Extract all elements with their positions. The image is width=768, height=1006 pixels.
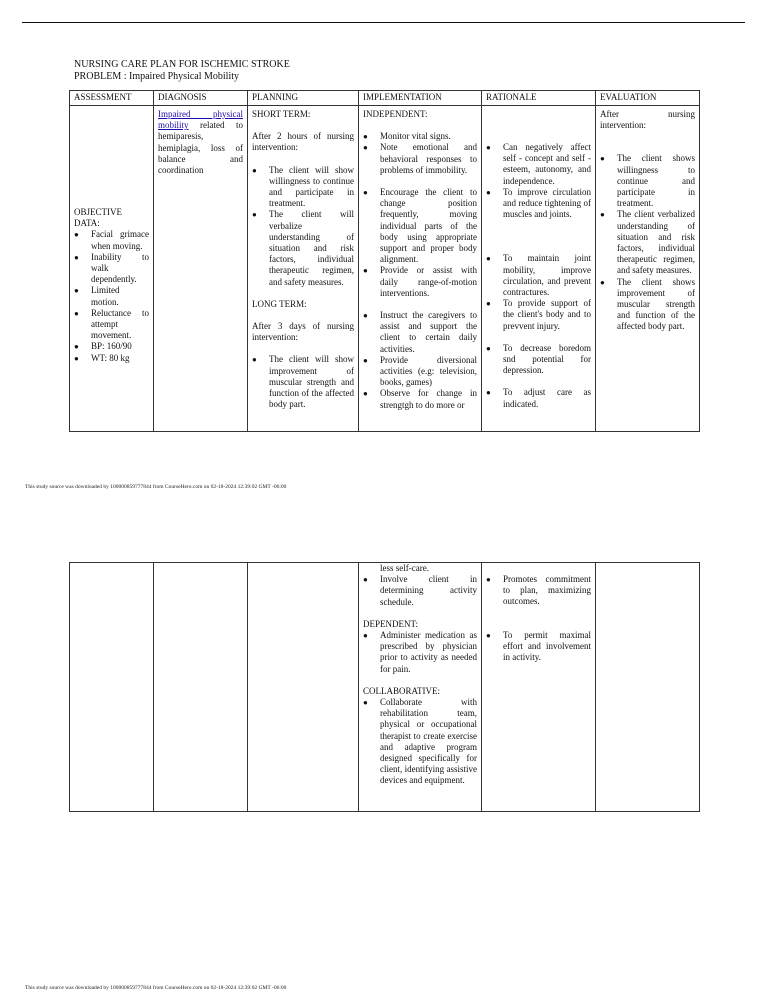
care-plan-table-page2 — [69, 562, 700, 812]
assessment-cell — [70, 563, 154, 812]
title-line: NURSING CARE PLAN FOR ISCHEMIC STROKE — [74, 59, 290, 70]
download-footer: This study source was downloaded by 100000859777844 from CourseHero.com on 02-18-2024 12:39:02 GMT -06:00 — [25, 484, 287, 490]
header-rationale: RATIONALE — [482, 91, 596, 106]
care-plan-table-page1 — [69, 90, 700, 432]
long-term-heading: LONG TERM: — [252, 298, 307, 309]
planning-cell — [248, 563, 359, 812]
header-row — [70, 91, 700, 106]
rationale-item: ● To permit maximal effort and involvement in activity. — [486, 630, 591, 664]
evaluation-intro: After nursing intervention: — [600, 109, 695, 131]
header-diagnosis: DIAGNOSIS — [154, 91, 248, 106]
evaluation-item: ● The client verbalized understanding of situation and risk factors, individual therapeutic regimen, and safety measures. — [600, 209, 695, 276]
implementation-item: ● Instruct the caregivers to assist and support the client to certain daily activities. — [363, 310, 477, 355]
short-term-intro: After 2 hours of nursing intervention: — [252, 131, 354, 153]
planning-item: ● The client will show improvement of muscular strength and function of the affected body part. — [252, 354, 354, 410]
diagnosis-cell — [154, 106, 248, 432]
header-implementation: IMPLEMENTATION — [359, 91, 482, 106]
planning-item: ● The client will verbalize understanding of situation and risk factors, individual therapeutic regimen, and safety measures. — [252, 209, 354, 287]
implementation-item: ● Observe for change in strengtgh to do more or — [363, 388, 477, 410]
assessment-item: ● Reluctance to attempt movement. — [74, 308, 149, 342]
evaluation-cell — [596, 563, 700, 812]
plan-row-continued — [70, 563, 700, 812]
planning-cell — [248, 106, 359, 432]
header-assessment: ASSESSMENT — [70, 91, 154, 106]
implementation-cell — [359, 563, 482, 812]
objective-data-heading: OBJECTIVE DATA: — [74, 207, 122, 229]
header-evaluation: EVALUATION — [596, 91, 700, 106]
document-title — [74, 59, 290, 83]
planning-item: ● The client will show willingness to continue and participate in treatment. — [252, 165, 354, 210]
rationale-item: ● Promotes commitment to plan, maximizing outcomes. — [486, 574, 591, 608]
rationale-cell — [482, 563, 596, 812]
implementation-continuation: less self-care. — [380, 563, 429, 573]
problem-line: PROBLEM : Impaired Physical Mobility — [74, 71, 239, 82]
implementation-item: ● Note emotional and behavioral responses to problems of immobility. — [363, 142, 477, 176]
implementation-item: ● Collaborate with rehabilitation team, physical or occupational therapist to create exercise and adaptive program designed specifically for client, identifying assistive devices and equipment. — [363, 697, 477, 787]
rationale-item: ● Can negatively affect self - concept and self - esteem, autonomy, and independence. — [486, 142, 591, 187]
header-planning: PLANNING — [248, 91, 359, 106]
diagnosis-link[interactable]: Impaired physical mobility — [158, 109, 243, 131]
implementation-item: ● Monitor vital signs. — [363, 131, 477, 142]
top-rule — [22, 22, 745, 23]
assessment-item: ● WT: 80 kg — [74, 353, 149, 364]
rationale-cell — [482, 106, 596, 432]
assessment-item: ● BP: 160/90 — [74, 341, 149, 352]
collaborative-heading: COLLABORATIVE: — [363, 685, 440, 696]
download-footer: This study source was downloaded by 100000859777844 from CourseHero.com on 02-18-2024 12:39:02 GMT -06:00 — [25, 985, 287, 991]
independent-heading: INDEPENDENT: — [363, 109, 428, 119]
long-term-intro: After 3 days of nursing intervention: — [252, 321, 354, 343]
evaluation-item: ● The client shows improvement of muscular strength and function of the affected body part. — [600, 277, 695, 333]
diagnosis-text: related to hemiparesis, hemiplagia, loss of balance and coordination — [158, 120, 243, 176]
implementation-item: ● Encourage the client to change position frequently, moving individual parts of the body using appropriate support and proper body alignment. — [363, 187, 477, 265]
rationale-item: ● To decrease boredom snd potential for depression. — [486, 343, 591, 377]
assessment-item: ● Facial grimace when moving. — [74, 229, 149, 251]
dependent-heading: DEPENDENT: — [363, 618, 419, 629]
rationale-item: ● To maintain joint mobility, improve circulation, and prevent contractures. — [486, 253, 591, 298]
short-term-heading: SHORT TERM: — [252, 109, 311, 119]
assessment-cell — [70, 106, 154, 432]
diagnosis-cell — [154, 563, 248, 812]
rationale-item: ● To adjust care as indicated. — [486, 387, 591, 409]
implementation-item: ● Involve client in determining activity schedule. — [363, 574, 477, 608]
implementation-item: ● Provide diversional activities (e.g: television, books, games) — [363, 355, 477, 389]
rationale-item: ● To provide support of the client's body and to prevvent injury. — [486, 298, 591, 332]
plan-row — [70, 106, 700, 432]
implementation-item: ● Administer medication as prescribed by physician prior to activity as needed for pain. — [363, 630, 477, 675]
assessment-item: ● Inability to walk dependently. — [74, 252, 149, 286]
evaluation-cell — [596, 106, 700, 432]
implementation-cell — [359, 106, 482, 432]
rationale-item: ● To improve circulation and reduce tightening of muscles and joints. — [486, 187, 591, 221]
assessment-item: ● Limited motion. — [74, 285, 149, 307]
implementation-item: ● Provide or assist with daily range-of-motion interventions. — [363, 265, 477, 299]
evaluation-item: ● The client shows willingness to continue and participate in treatment. — [600, 153, 695, 209]
